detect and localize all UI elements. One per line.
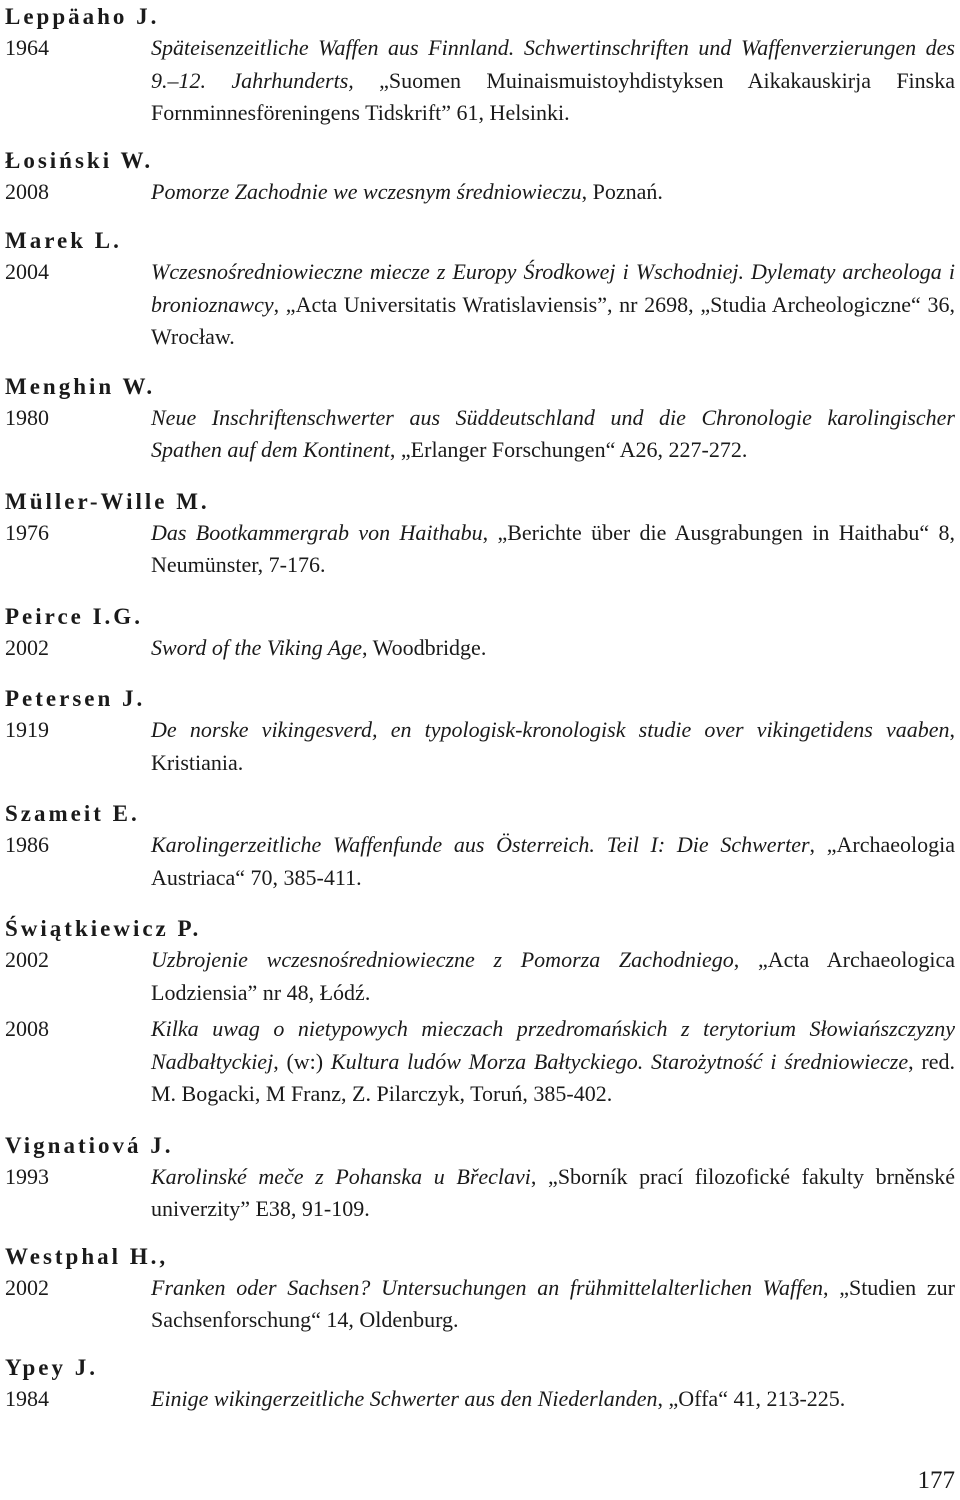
reference-author: Leppäaho J. xyxy=(5,4,160,29)
reference-details: , „Offa“ 41, 213-225. xyxy=(657,1385,846,1411)
reference-title: Neue Inschriftenschwerter aus Süddeutschland und die Chronologie karolingischer Spathen auf dem Kontinent xyxy=(151,404,955,462)
reference-text xyxy=(151,32,955,130)
reference-block xyxy=(5,1240,955,1337)
reference-text xyxy=(151,1383,955,1416)
reference-details: , „Sborník prací filozofické fakulty brněnské univerzity” E38, 91-109. xyxy=(151,1163,956,1221)
reference-entry xyxy=(5,1383,955,1416)
reference-text xyxy=(151,1161,955,1226)
reference-entry xyxy=(5,1272,955,1337)
reference-title: Das Bootkammergrab von Haithabu xyxy=(151,519,483,545)
reference-details: „Suomen Muinaismuistoyhdistyksen Aikakauskirja Finska Fornminnesföreningens Tidskrift” 61, Helsinki. xyxy=(151,67,955,125)
reference-block xyxy=(5,224,955,354)
reference-text xyxy=(151,256,955,354)
reference-title: Pomorze Zachodnie we wczesnym średniowieczu xyxy=(151,178,582,204)
reference-entry xyxy=(5,714,955,779)
reference-author: Menghin W. xyxy=(5,373,156,399)
bibliography-list xyxy=(5,0,955,1419)
reference-author: Vignatiová J. xyxy=(5,1132,174,1158)
reference-year: 1993 xyxy=(5,1163,49,1189)
reference-details: , „Berichte über die Ausgrabungen in Haithabu“ 8, Neumünster, 7-176. xyxy=(151,519,955,577)
reference-year: 1976 xyxy=(5,519,49,545)
reference-year: 1964 xyxy=(5,35,49,60)
reference-year: 2002 xyxy=(5,634,49,660)
reference-entry xyxy=(5,176,955,209)
reference-year: 2002 xyxy=(5,1274,49,1300)
reference-text xyxy=(151,829,955,894)
reference-title: Späteisenzeitliche Waffen aus Finnland. Schwertinschriften und Waffenverzierungen des 9.–12. Jahrhunderts, xyxy=(151,35,955,93)
reference-text xyxy=(151,176,955,209)
reference-author: Łosiński W. xyxy=(5,147,154,173)
reference-text xyxy=(151,714,955,779)
reference-entry xyxy=(5,517,955,582)
reference-author: Müller-Wille M. xyxy=(5,488,210,514)
reference-author: Peirce I.G. xyxy=(5,603,143,629)
reference-title: Franken oder Sachsen? Untersuchungen an frühmittelalterlichen Waffen xyxy=(151,1274,823,1300)
reference-details: , „Archaeologia Austriaca“ 70, 385-411. xyxy=(151,832,955,890)
reference-details: , Woodbridge. xyxy=(362,634,487,660)
reference-entry xyxy=(5,402,955,467)
reference-text xyxy=(151,402,955,467)
reference-block xyxy=(5,682,955,779)
reference-entry xyxy=(5,256,955,354)
reference-details: , „Acta Archaeologica Lodziensia” nr 48, Łódź. xyxy=(151,947,955,1005)
reference-block xyxy=(5,1351,955,1416)
reference-title: Uzbrojenie wczesnośredniowieczne z Pomorza Zachodniego xyxy=(151,947,734,972)
reference-text xyxy=(151,632,955,665)
reference-details: , Poznań. xyxy=(581,178,663,204)
reference-details: , (w:) xyxy=(273,1048,331,1074)
reference-block xyxy=(5,912,955,1111)
reference-text xyxy=(151,1013,955,1111)
reference-details: , „Erlanger Forschungen“ A26, 227-272. xyxy=(389,437,748,462)
reference-details: , „Studien zur Sachsenforschung“ 14, Oldenburg. xyxy=(151,1274,955,1332)
reference-author: Szameit E. xyxy=(5,801,140,826)
reference-author: Świątkiewicz P. xyxy=(5,916,202,941)
reference-entry xyxy=(5,1013,955,1111)
reference-author: Westphal H., xyxy=(5,1243,169,1269)
reference-details: , „Acta Universitatis Wratislaviensis”, nr 2698, „Studia Archeologiczne“ 36, Wrocław. xyxy=(151,291,955,349)
reference-title: Karolinské meče z Pohanska u Břeclavi xyxy=(151,1163,531,1189)
reference-block xyxy=(5,144,955,209)
reference-entry xyxy=(5,1161,955,1226)
reference-title: Kultura ludów Morza Bałtyckiego. Starożytność i średniowiecze xyxy=(330,1048,909,1074)
reference-entry xyxy=(5,944,955,1009)
reference-year: 2002 xyxy=(5,947,49,972)
reference-year: 1986 xyxy=(5,832,49,857)
reference-year: 1919 xyxy=(5,717,49,742)
reference-title: Kilka uwag o nietypowych mieczach przedromańskich z terytorium Słowiańszczyzny Nadbałtyckiej xyxy=(151,1016,955,1074)
reference-entry xyxy=(5,32,955,130)
reference-block xyxy=(5,600,955,665)
reference-text xyxy=(151,517,955,582)
reference-year: 2008 xyxy=(5,1016,49,1041)
reference-author: Marek L. xyxy=(5,228,122,253)
reference-title: Wczesnośredniowieczne miecze z Europy Środkowej i Wschodniej. Dylematy archeologa i bronioznawcy xyxy=(151,259,955,317)
reference-entry xyxy=(5,632,955,665)
reference-year: 1980 xyxy=(5,404,49,430)
reference-author: Ypey J. xyxy=(5,1354,98,1380)
reference-year: 1984 xyxy=(5,1385,49,1411)
reference-author: Petersen J. xyxy=(5,686,146,711)
reference-title: De norske vikingesverd, en typologisk-kronologisk studie over vikingetidens vaaben xyxy=(151,717,950,742)
reference-block xyxy=(5,1129,955,1226)
reference-entry xyxy=(5,829,955,894)
reference-details: , Kristiania. xyxy=(151,717,955,775)
reference-text xyxy=(151,944,955,1009)
reference-title: Karolingerzeitliche Waffenfunde aus Österreich. Teil I: Die Schwerter xyxy=(151,832,810,857)
reference-year: 2008 xyxy=(5,178,49,204)
page-number: 177 xyxy=(917,1467,955,1494)
reference-block xyxy=(5,797,955,894)
reference-text xyxy=(151,1272,955,1337)
reference-year: 2004 xyxy=(5,259,49,284)
reference-block xyxy=(5,485,955,582)
reference-title: Sword of the Viking Age xyxy=(151,634,363,660)
reference-details: , red. M. Bogacki, M Franz, Z. Pilarczyk, Toruń, 385-402. xyxy=(151,1048,956,1106)
reference-block xyxy=(5,370,955,467)
reference-title: Einige wikingerzeitliche Schwerter aus den Niederlanden xyxy=(151,1385,658,1411)
reference-block xyxy=(5,0,955,130)
